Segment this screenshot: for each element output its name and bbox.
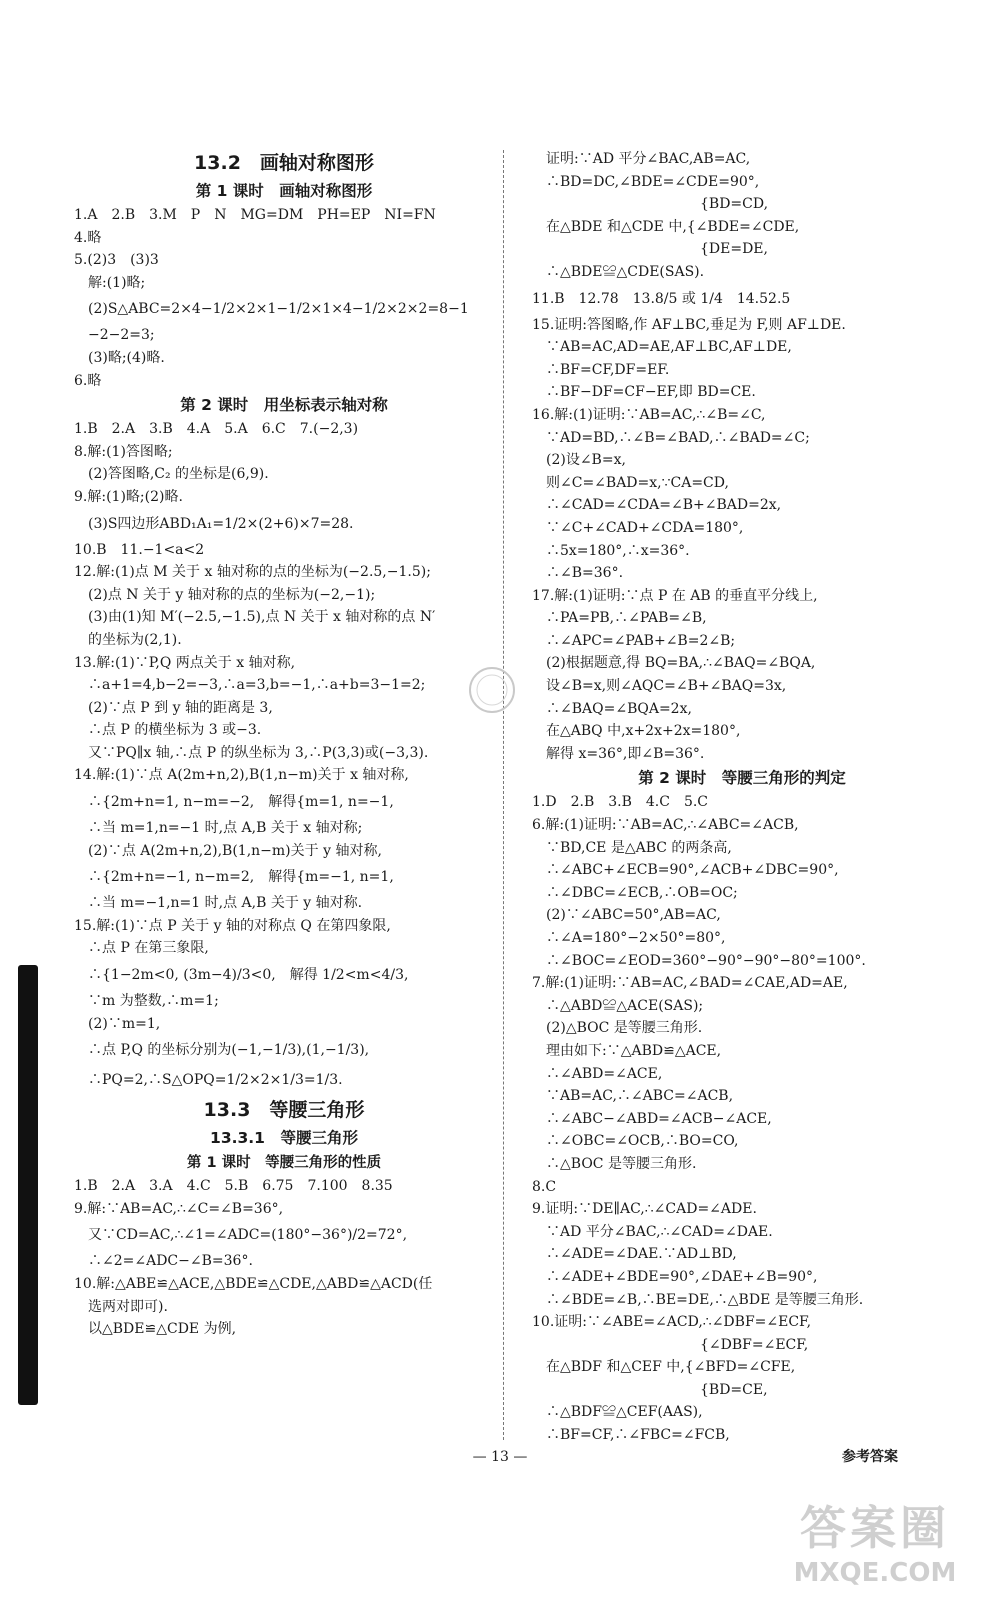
right-answer-line: {∠DBF=∠ECF, xyxy=(532,1336,809,1353)
left-answer-line: 以△BDE≌△CDE 为例, xyxy=(74,1321,237,1338)
right-answer-line: 在△BDE 和△CDE 中,{∠BDE=∠CDE, xyxy=(532,218,800,235)
right-answer-line: 在△ABQ 中,x+2x+2x=180°, xyxy=(532,723,741,740)
right-answer-line: ∴△ABD≌△ACE(SAS); xyxy=(532,997,704,1014)
right-answer-line: 17.解:(1)证明:∵点 P 在 AB 的垂直平分线上, xyxy=(532,587,818,604)
right-answer-line: {BD=CD, xyxy=(532,196,769,213)
left-answer-line: 8.解:(1)答图略; xyxy=(74,443,173,460)
right-answer-line: 8.C xyxy=(532,1178,557,1195)
left-answer-line: (2)∵点 P 到 y 轴的距离是 3, xyxy=(74,699,273,716)
left-answer-line: 10.解:△ABE≌△ACE,△BDE≌△CDE,△ABD≌△ACD(任 xyxy=(74,1276,433,1292)
right-answer-line: 15.证明:答图略,作 AF⊥BC,垂足为 F,则 AF⊥DE. xyxy=(532,316,846,333)
right-answer-line: ∴BF−DF=CF−EF,即 BD=CE. xyxy=(532,384,756,401)
right-answer-line: 解得 x=36°,即∠B=36°. xyxy=(532,745,705,762)
right-answer-line: ∵AB=AC,∴∠ABC=∠ACB, xyxy=(532,1088,734,1105)
right-answer-line: ∴∠ABD=∠ACE, xyxy=(532,1065,663,1082)
stamp-mark xyxy=(462,664,522,716)
left-answer-line: (2)点 N 关于 y 轴对称的点的坐标为(−2,−1); xyxy=(74,586,376,603)
left-lesson-heading: 第 1 课时 等腰三角形的性质 xyxy=(186,1155,382,1172)
footer-label: 参考答案 xyxy=(842,1449,898,1465)
right-answer-line: 10.证明:∵∠ABE=∠ACD,∴∠DBF=∠ECF, xyxy=(532,1314,812,1331)
right-answer-line: ∴∠ABC−∠ABD=∠ACB−∠ACE, xyxy=(532,1110,772,1127)
left-answer-line: (3)略;(4)略. xyxy=(74,349,165,366)
left-answer-line: ∵m 为整数,∴m=1; xyxy=(74,993,219,1010)
right-answer-line: {DE=DE, xyxy=(532,241,768,258)
left-answer-line: ∴{2m+n=1, n−m=−2, 解得{m=1, n=−1, xyxy=(74,794,394,811)
right-answer-line: 9.证明:∵DE∥AC,∴∠CAD=∠ADE. xyxy=(532,1201,757,1218)
left-answer-line: 9.解:∵AB=AC,∴∠C=∠B=36°, xyxy=(74,1200,284,1217)
right-answer-line: ∴△BOC 是等腰三角形. xyxy=(532,1155,697,1172)
left-answer-line: 4.略 xyxy=(74,229,102,246)
watermark-bottom-text: MXQE.COM xyxy=(793,1558,957,1588)
left-lesson-heading: 第 1 课时 画轴对称图形 xyxy=(195,182,373,200)
left-answer-line: 15.解:(1)∵点 P 关于 y 轴的对称点 Q 在第四象限, xyxy=(74,917,391,934)
left-answer-line: 5.(2)3 (3)3 xyxy=(74,252,159,269)
left-answer-line: 13.解:(1)∵P,Q 两点关于 x 轴对称, xyxy=(74,654,296,671)
left-answer-line: 12.解:(1)点 M 关于 x 轴对称的点的坐标为(−2.5,−1.5); xyxy=(74,564,431,581)
right-answer-line: ∴BD=DC,∠BDE=∠CDE=90°, xyxy=(532,173,760,190)
column-divider xyxy=(503,150,504,1440)
right-column xyxy=(532,148,952,1447)
right-answer-line: ∵AD 平分∠BAC,∴∠CAD=∠DAE. xyxy=(532,1223,773,1240)
right-answer-line: ∵AB=AC,AD=AE,AF⊥BC,AF⊥DE, xyxy=(532,339,792,356)
left-section-heading: 13.2 画轴对称图形 xyxy=(194,152,374,174)
left-answer-line: 选两对即可). xyxy=(74,1298,168,1315)
left-answer-line: 1.B 2.A 3.B 4.A 5.A 6.C 7.(−2,3) xyxy=(74,421,359,438)
right-answer-line: ∴△BDF≌△CEF(AAS), xyxy=(532,1404,703,1421)
right-answer-line: ∴BF=CF,∴∠FBC=∠FCB, xyxy=(532,1427,730,1444)
left-answer-line: −2−2=3; xyxy=(74,327,155,344)
left-answer-line: ∴a+1=4,b−2=−3,∴a=3,b=−1,∴a+b=3−1=2; xyxy=(74,677,426,694)
right-answer-line: ∴BF=CF,DF=EF. xyxy=(532,361,670,378)
left-lesson-heading: 13.3.1 等腰三角形 xyxy=(210,1129,358,1148)
page-number: — 13 — xyxy=(472,1449,528,1465)
right-answer-line: ∴∠DBC=∠ECB,∴OB=OC; xyxy=(532,884,738,901)
right-lesson-heading: 第 2 课时 等腰三角形的判定 xyxy=(638,769,846,788)
left-answer-line: 的坐标为(2,1). xyxy=(74,631,182,648)
left-answer-line: ∴{1−2m<0, (3m−4)/3<0, 解得 1/2<m<4/3, xyxy=(74,967,409,984)
page-footer xyxy=(0,1445,1000,1469)
right-answer-line: ∴∠BAQ=∠BQA=2x, xyxy=(532,700,692,717)
right-answer-line: ∴∠ADE=∠DAE.∵AD⊥BD, xyxy=(532,1246,737,1263)
right-answer-line: 在△BDF 和△CEF 中,{∠BFD=∠CFE, xyxy=(532,1359,796,1376)
right-answer-line: ∴PA=PB,∴∠PAB=∠B, xyxy=(532,610,707,627)
left-answer-line: 又∵CD=AC,∴∠1=∠ADC=(180°−36°)/2=72°, xyxy=(74,1227,408,1244)
left-answer-line: (3)S四边形ABD₁A₁=1/2×(2+6)×7=28. xyxy=(74,515,354,532)
left-answer-line: 9.解:(1)略;(2)略. xyxy=(74,488,183,505)
left-answer-line: 解:(1)略; xyxy=(74,274,146,291)
right-answer-line: 理由如下:∵△ABD≌△ACE, xyxy=(532,1042,722,1059)
left-section-heading: 13.3 等腰三角形 xyxy=(203,1099,365,1122)
right-answer-line: 11.B 12.78 13.8/5 或 1/4 14.52.5 xyxy=(532,290,791,307)
left-answer-line: ∴点 P 的横坐标为 3 或−3. xyxy=(74,722,262,739)
right-answer-line: {BD=CE, xyxy=(532,1381,768,1398)
right-answer-line: ∴∠OBC=∠OCB,∴BO=CO, xyxy=(532,1133,739,1150)
left-lesson-heading: 第 2 课时 用坐标表示轴对称 xyxy=(180,396,388,415)
left-answer-line: (2)∵点 A(2m+n,2),B(1,n−m)关于 y 轴对称, xyxy=(74,842,382,859)
left-answer-line: ∴当 m=1,n=−1 时,点 A,B 关于 x 轴对称; xyxy=(74,820,363,837)
right-answer-line: 设∠B=x,则∠AQC=∠B+∠BAQ=3x, xyxy=(532,678,787,695)
right-answer-line: 6.解:(1)证明:∵AB=AC,∴∠ABC=∠ACB, xyxy=(532,817,799,834)
left-answer-line: (2)S△ABC=2×4−1/2×2×1−1/2×1×4−1/2×2×2=8−1 xyxy=(74,301,469,318)
watermark xyxy=(760,1500,990,1596)
left-column xyxy=(74,148,494,1341)
left-answer-line: (2)∵m=1, xyxy=(74,1015,161,1032)
right-answer-line: ∴5x=180°,∴x=36°. xyxy=(532,542,690,559)
left-answer-line: ∴点 P 在第三象限, xyxy=(74,940,209,957)
scan-edge-shadow xyxy=(18,965,38,1405)
right-answer-line: ∵∠C+∠CAD+∠CDA=180°, xyxy=(532,519,744,536)
left-answer-line: 6.略 xyxy=(74,372,102,389)
right-answer-line: ∵BD,CE 是△ABC 的两条高, xyxy=(532,839,732,856)
right-answer-line: 7.解:(1)证明:∵AB=AC,∠BAD=∠CAE,AD=AE, xyxy=(532,975,848,992)
right-answer-line: ∴∠B=36°. xyxy=(532,565,624,582)
right-answer-line: ∵AD=BD,∴∠B=∠BAD,∴∠BAD=∠C; xyxy=(532,429,810,446)
left-answer-line: (3)由(1)知 M′(−2.5,−1.5),点 N 关于 x 轴对称的点 N′ xyxy=(74,609,436,626)
right-answer-line: ∴△BDE≌△CDE(SAS). xyxy=(532,263,705,280)
left-answer-line: 又∵PQ∥x 轴,∴点 P 的纵坐标为 3,∴P(3,3)或(−3,3). xyxy=(74,744,429,761)
left-answer-line: 1.A 2.B 3.M P N MG=DM PH=EP NI=FN xyxy=(74,207,436,223)
right-answer-line: ∴∠CAD=∠CDA=∠B+∠BAD=2x, xyxy=(532,497,782,514)
left-answer-line: ∴{2m+n=−1, n−m=2, 解得{m=−1, n=1, xyxy=(74,869,394,886)
right-answer-line: 16.解:(1)证明:∵AB=AC,∴∠B=∠C, xyxy=(532,406,766,423)
right-answer-line: ∴∠BOC=∠EOD=360°−90°−90°−80°=100°. xyxy=(532,952,866,969)
right-answer-line: (2)∵∠ABC=50°,AB=AC, xyxy=(532,907,721,924)
left-answer-line: ∴∠2=∠ADC−∠B=36°. xyxy=(74,1253,253,1270)
right-answer-line: ∴∠A=180°−2×50°=80°, xyxy=(532,930,726,946)
right-answer-line: 1.D 2.B 3.B 4.C 5.C xyxy=(532,794,709,811)
right-answer-line: ∴∠BDE=∠B,∴BE=DE,∴△BDE 是等腰三角形. xyxy=(532,1291,864,1308)
right-answer-line: (2)根据题意,得 BQ=BA,∴∠BAQ=∠BQA, xyxy=(532,655,816,672)
right-answer-line: ∴∠ADE+∠BDE=90°,∠DAE+∠B=90°, xyxy=(532,1268,818,1285)
right-answer-line: ∴∠APC=∠PAB+∠B=2∠B; xyxy=(532,632,736,649)
right-answer-line: ∴∠ABC+∠ECB=90°,∠ACB+∠DBC=90°, xyxy=(532,862,839,879)
left-answer-line: ∴当 m=−1,n=1 时,点 A,B 关于 y 轴对称. xyxy=(74,895,363,912)
left-answer-line: 14.解:(1)∵点 A(2m+n,2),B(1,n−m)关于 x 轴对称, xyxy=(74,767,409,784)
right-answer-line: 证明:∵AD 平分∠BAC,AB=AC, xyxy=(532,151,751,167)
left-answer-line: (2)答图略,C₂ 的坐标是(6,9). xyxy=(74,466,269,483)
right-answer-line: (2)△BOC 是等腰三角形. xyxy=(532,1020,703,1037)
left-answer-line: 1.B 2.A 3.A 4.C 5.B 6.75 7.100 8.35 xyxy=(74,1178,393,1195)
right-answer-line: (2)设∠B=x, xyxy=(532,452,626,469)
left-answer-line: ∴PQ=2,∴S△OPQ=1/2×2×1/3=1/3. xyxy=(74,1072,343,1089)
watermark-top-text: 答案圈 xyxy=(800,1501,950,1555)
left-answer-line: 10.B 11.−1<a<2 xyxy=(74,541,205,558)
right-answer-line: 则∠C=∠BAD=x,∵CA=CD, xyxy=(532,474,729,491)
left-answer-line: ∴点 P,Q 的坐标分别为(−1,−1/3),(1,−1/3), xyxy=(74,1042,370,1059)
